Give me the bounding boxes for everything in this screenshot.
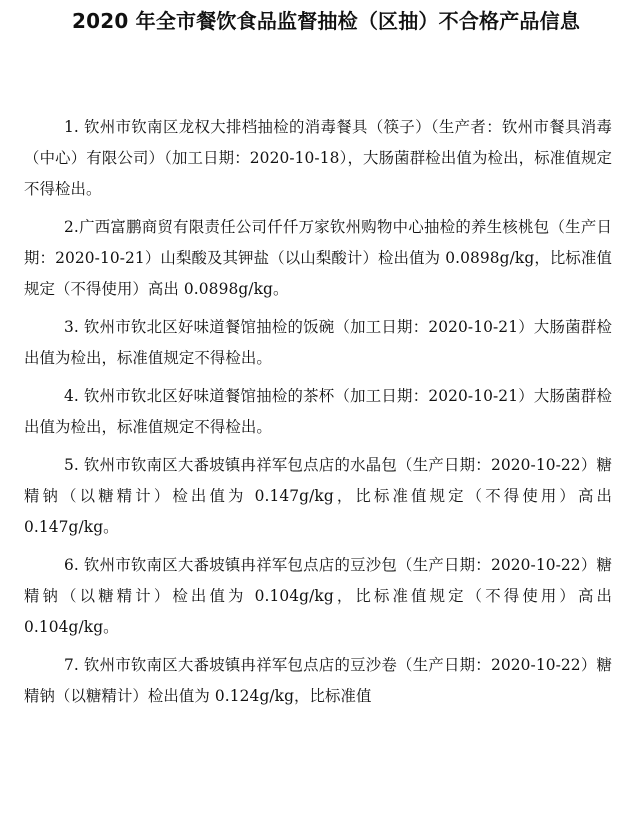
item-list bbox=[24, 112, 612, 719]
document-title: 2020 年全市餐饮食品监督抽检（区抽）不合格产品信息 bbox=[72, 9, 581, 33]
list-item: 3. 钦州市钦北区好味道餐馆抽检的饭碗（加工日期：2020-10-21）大肠菌群检出值为检出，标准值规定不得检出。 bbox=[24, 318, 612, 367]
list-item: 5. 钦州市钦南区大番坡镇冉祥军包点店的水晶包（生产日期：2020-10-22）糖精钠（以糖精计）检出值为 0.147g/kg，比标准值规定（不得使用）高出 0.147g/kg。 bbox=[24, 456, 612, 536]
list-item: 2.广西富鹏商贸有限责任公司仟仟万家钦州购物中心抽检的养生核桃包（生产日期：2020-10-21）山梨酸及其钾盐（以山梨酸计）检出值为 0.0898g/kg，比标准值规定（不得使用）高出 0.0898g/kg。 bbox=[24, 218, 612, 298]
list-item: 4. 钦州市钦北区好味道餐馆抽检的茶杯（加工日期：2020-10-21）大肠菌群检出值为检出，标准值规定不得检出。 bbox=[24, 387, 612, 436]
list-item: 1. 钦州市钦南区龙权大排档抽检的消毒餐具（筷子）（生产者：钦州市餐具消毒（中心）有限公司）（加工日期：2020-10-18），大肠菌群检出值为检出，标准值规定不得检出。 bbox=[24, 118, 612, 198]
list-item: 7. 钦州市钦南区大番坡镇冉祥军包点店的豆沙卷（生产日期：2020-10-22）糖精钠（以糖精计）检出值为 0.124g/kg，比标准值 bbox=[24, 656, 612, 705]
list-item: 6. 钦州市钦南区大番坡镇冉祥军包点店的豆沙包（生产日期：2020-10-22）糖精钠（以糖精计）检出值为 0.104g/kg，比标准值规定（不得使用）高出 0.104g/kg。 bbox=[24, 556, 612, 636]
